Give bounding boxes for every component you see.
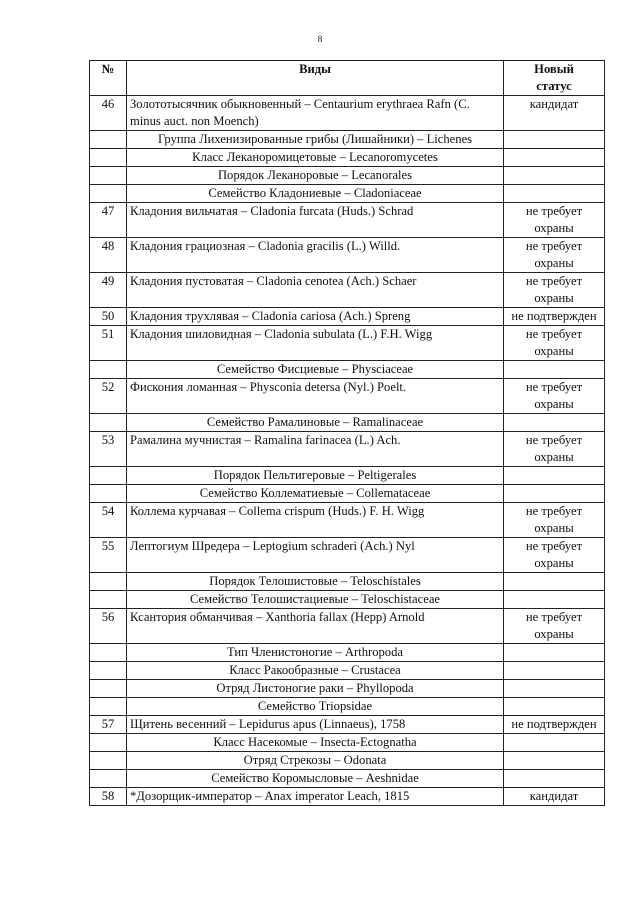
empty-number-cell bbox=[90, 185, 127, 203]
empty-number-cell bbox=[90, 149, 127, 167]
species-row bbox=[90, 609, 605, 644]
taxon-group-row bbox=[90, 644, 605, 662]
taxon-group-row bbox=[90, 185, 605, 203]
row-number: 51 bbox=[90, 326, 127, 361]
empty-status-cell bbox=[504, 698, 605, 716]
row-number: 52 bbox=[90, 379, 127, 414]
row-number: 47 bbox=[90, 203, 127, 238]
taxon-group-name: Класс Насекомые – Insecta-Ectognatha bbox=[127, 734, 504, 752]
species-status: не требует охраны bbox=[504, 238, 605, 273]
taxon-group-name: Семейство Рамалиновые – Ramalinaceae bbox=[127, 414, 504, 432]
row-number: 54 bbox=[90, 503, 127, 538]
empty-number-cell bbox=[90, 361, 127, 379]
species-status: не требует охраны bbox=[504, 326, 605, 361]
species-status: кандидат bbox=[504, 788, 605, 806]
species-row bbox=[90, 538, 605, 573]
empty-number-cell bbox=[90, 770, 127, 788]
species-row bbox=[90, 432, 605, 467]
species-name: Коллема курчавая – Collema crispum (Huds.) F. H. Wigg bbox=[127, 503, 504, 538]
empty-status-cell bbox=[504, 591, 605, 609]
species-row bbox=[90, 379, 605, 414]
species-row bbox=[90, 716, 605, 734]
header-status-line1: Новый bbox=[534, 62, 574, 76]
taxon-group-name: Группа Лихенизированные грибы (Лишайники) – Lichenes bbox=[127, 131, 504, 149]
taxon-group-name: Порядок Телошистовые – Teloschistales bbox=[127, 573, 504, 591]
row-number: 53 bbox=[90, 432, 127, 467]
taxon-group-row bbox=[90, 698, 605, 716]
species-row bbox=[90, 203, 605, 238]
species-name: Кладония грациозная – Cladonia gracilis (L.) Willd. bbox=[127, 238, 504, 273]
row-number: 56 bbox=[90, 609, 127, 644]
empty-number-cell bbox=[90, 414, 127, 432]
taxon-group-name: Семейство Кладониевые – Cladoniaceae bbox=[127, 185, 504, 203]
species-status: не требует охраны bbox=[504, 379, 605, 414]
empty-number-cell bbox=[90, 573, 127, 591]
empty-status-cell bbox=[504, 131, 605, 149]
species-name: *Дозорщик-император – Anax imperator Leach, 1815 bbox=[127, 788, 504, 806]
species-status: не требует охраны bbox=[504, 503, 605, 538]
species-name: Золототысячник обыкновенный – Centaurium erythraea Rafn (C. minus auct. non Moench) bbox=[127, 96, 504, 131]
empty-number-cell bbox=[90, 662, 127, 680]
taxon-group-name: Класс Леканоромицетовые – Lecanoromycetes bbox=[127, 149, 504, 167]
row-number: 57 bbox=[90, 716, 127, 734]
species-row bbox=[90, 788, 605, 806]
empty-status-cell bbox=[504, 644, 605, 662]
header-status bbox=[504, 61, 605, 96]
empty-status-cell bbox=[504, 485, 605, 503]
taxon-group-row bbox=[90, 752, 605, 770]
taxon-group-row bbox=[90, 149, 605, 167]
taxon-group-row bbox=[90, 734, 605, 752]
empty-number-cell bbox=[90, 698, 127, 716]
empty-number-cell bbox=[90, 644, 127, 662]
taxon-group-row bbox=[90, 131, 605, 149]
taxon-group-name: Семейство Коромысловые – Aeshnidae bbox=[127, 770, 504, 788]
taxon-group-name: Семейство Triopsidae bbox=[127, 698, 504, 716]
species-name: Кладония трухлявая – Cladonia cariosa (Ach.) Spreng bbox=[127, 308, 504, 326]
row-number: 49 bbox=[90, 273, 127, 308]
species-name: Ксантория обманчивая – Xanthoria fallax (Hepp) Arnold bbox=[127, 609, 504, 644]
row-number: 46 bbox=[90, 96, 127, 131]
row-number: 50 bbox=[90, 308, 127, 326]
species-name: Лептогиум Шредера – Leptogium schraderi (Ach.) Nyl bbox=[127, 538, 504, 573]
taxon-group-name: Класс Ракообразные – Crustacea bbox=[127, 662, 504, 680]
taxon-group-row bbox=[90, 662, 605, 680]
empty-status-cell bbox=[504, 770, 605, 788]
header-species: Виды bbox=[127, 61, 504, 96]
empty-number-cell bbox=[90, 467, 127, 485]
species-name: Щитень весенний – Lepidurus apus (Linnaeus), 1758 bbox=[127, 716, 504, 734]
empty-status-cell bbox=[504, 734, 605, 752]
species-name: Кладония пустоватая – Cladonia cenotea (Ach.) Schaer bbox=[127, 273, 504, 308]
species-status: не подтвержден bbox=[504, 716, 605, 734]
taxon-group-name: Семейство Фисциевые – Physciaceae bbox=[127, 361, 504, 379]
species-row bbox=[90, 96, 605, 131]
species-row bbox=[90, 238, 605, 273]
species-table bbox=[89, 60, 605, 806]
row-number: 58 bbox=[90, 788, 127, 806]
empty-status-cell bbox=[504, 185, 605, 203]
species-status: не требует охраны bbox=[504, 609, 605, 644]
species-name: Кладония шиловидная – Cladonia subulata (L.) F.H. Wigg bbox=[127, 326, 504, 361]
empty-status-cell bbox=[504, 167, 605, 185]
empty-number-cell bbox=[90, 680, 127, 698]
taxon-group-row bbox=[90, 167, 605, 185]
species-row bbox=[90, 326, 605, 361]
taxon-group-row bbox=[90, 414, 605, 432]
taxon-group-name: Порядок Пельтигеровые – Peltigerales bbox=[127, 467, 504, 485]
empty-status-cell bbox=[504, 414, 605, 432]
empty-number-cell bbox=[90, 752, 127, 770]
empty-number-cell bbox=[90, 131, 127, 149]
header-number: № bbox=[90, 61, 127, 96]
species-status: не подтвержден bbox=[504, 308, 605, 326]
taxon-group-row bbox=[90, 770, 605, 788]
empty-number-cell bbox=[90, 167, 127, 185]
empty-number-cell bbox=[90, 734, 127, 752]
species-status: не требует охраны bbox=[504, 273, 605, 308]
empty-status-cell bbox=[504, 680, 605, 698]
species-row bbox=[90, 273, 605, 308]
table-header-row bbox=[90, 61, 605, 96]
taxon-group-row bbox=[90, 680, 605, 698]
empty-status-cell bbox=[504, 361, 605, 379]
species-row bbox=[90, 503, 605, 538]
species-status: не требует охраны bbox=[504, 538, 605, 573]
page-number: 8 bbox=[317, 34, 323, 44]
empty-number-cell bbox=[90, 485, 127, 503]
species-status: не требует охраны bbox=[504, 203, 605, 238]
header-status-line2: статус bbox=[536, 79, 572, 93]
empty-number-cell bbox=[90, 591, 127, 609]
species-status: не требует охраны bbox=[504, 432, 605, 467]
taxon-group-name: Семейство Коллематиевые – Collemataceae bbox=[127, 485, 504, 503]
empty-status-cell bbox=[504, 752, 605, 770]
species-status: кандидат bbox=[504, 96, 605, 131]
taxon-group-row bbox=[90, 485, 605, 503]
species-name: Рамалина мучнистая – Ramalina farinacea (L.) Ach. bbox=[127, 432, 504, 467]
row-number: 55 bbox=[90, 538, 127, 573]
taxon-group-row bbox=[90, 467, 605, 485]
taxon-group-name: Порядок Леканоровые – Lecanorales bbox=[127, 167, 504, 185]
taxon-group-name: Семейство Телошистациевые – Teloschistaceae bbox=[127, 591, 504, 609]
taxon-group-name: Отряд Стрекозы – Odonata bbox=[127, 752, 504, 770]
taxon-group-row bbox=[90, 361, 605, 379]
empty-status-cell bbox=[504, 149, 605, 167]
empty-status-cell bbox=[504, 662, 605, 680]
species-row bbox=[90, 308, 605, 326]
empty-status-cell bbox=[504, 467, 605, 485]
species-name: Фискония ломанная – Physconia detersa (Nyl.) Poelt. bbox=[127, 379, 504, 414]
row-number: 48 bbox=[90, 238, 127, 273]
taxon-group-name: Отряд Листоногие раки – Phyllopoda bbox=[127, 680, 504, 698]
taxon-group-row bbox=[90, 591, 605, 609]
taxon-group-row bbox=[90, 573, 605, 591]
taxon-group-name: Тип Членистоногие – Arthropoda bbox=[127, 644, 504, 662]
species-name: Кладония вильчатая – Cladonia furcata (Huds.) Schrad bbox=[127, 203, 504, 238]
empty-status-cell bbox=[504, 573, 605, 591]
table-body bbox=[90, 96, 605, 806]
